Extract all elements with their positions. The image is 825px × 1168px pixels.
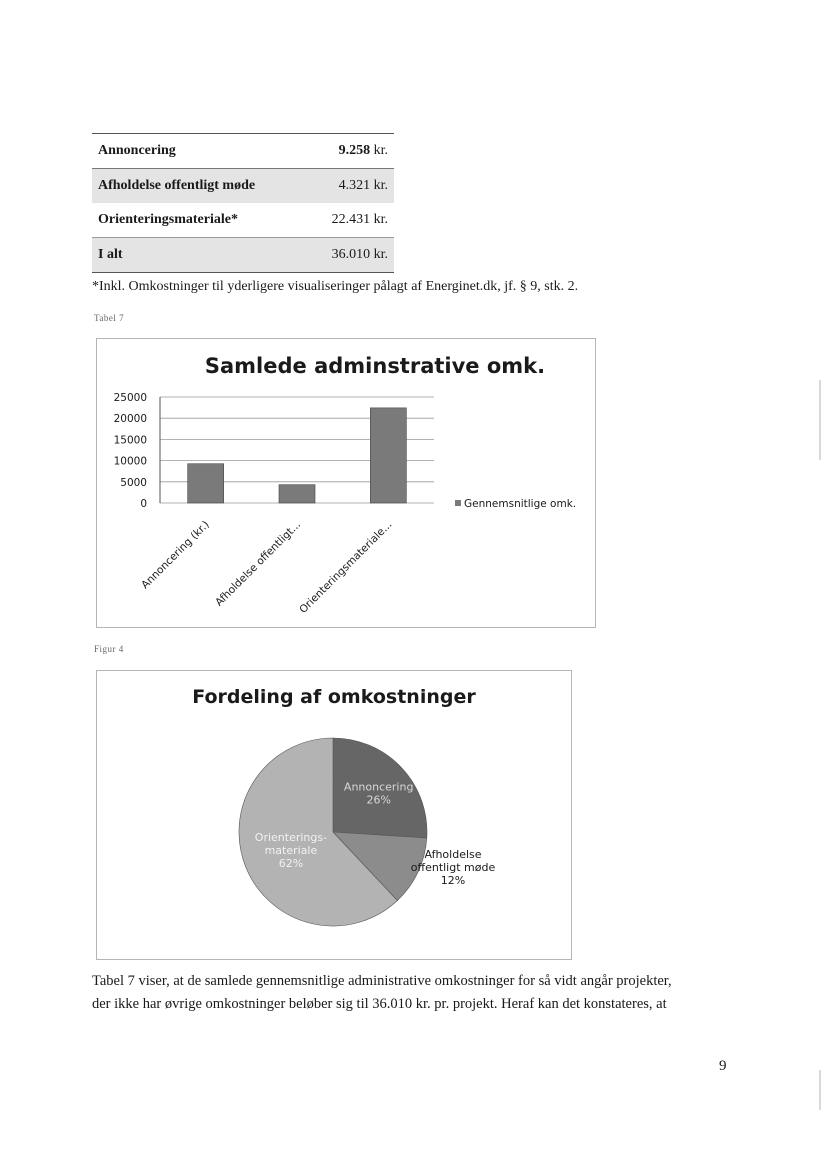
row-label: I alt [92, 238, 307, 273]
table-row [92, 169, 394, 204]
body-line: der ikke har øvrige omkostninger beløber sig til 36.010 kr. pr. projekt. Heraf kan det konstateres, at [92, 996, 667, 1012]
scan-edge-mark [819, 380, 821, 460]
row-label: Afholdelse offentligt møde [92, 169, 307, 204]
x-tick-label: Annoncering (kr.) [139, 518, 212, 592]
row-unit: kr. [373, 247, 388, 262]
row-amount: 9.258 [338, 143, 371, 158]
row-unit: kr. [373, 178, 388, 193]
slice-label: Afholdelse offentligt møde 12% [410, 848, 496, 887]
y-tick-label: 20000 [113, 413, 147, 426]
body-paragraph [92, 970, 732, 1016]
cost-table [92, 133, 394, 273]
chart-title: Samlede adminstrative omk. [204, 354, 546, 378]
figure-caption: Figur 4 [94, 644, 124, 654]
pie-chart-svg [97, 671, 571, 959]
page-number: 9 [719, 1058, 727, 1074]
y-tick-label: 5000 [120, 476, 147, 489]
row-amount: 36.010 [331, 247, 371, 262]
y-tick-label: 25000 [113, 392, 147, 404]
scan-edge-mark [819, 1070, 821, 1110]
bar [188, 464, 224, 503]
y-tick-label: 15000 [113, 434, 147, 447]
row-unit: kr. [373, 212, 388, 227]
table-footnote: *Inkl. Omkostninger til yderligere visualiseringer pålagt af Energinet.dk, jf. § 9, stk. 2. [92, 279, 579, 294]
row-unit: kr. [373, 143, 388, 158]
row-amount: 4.321 [338, 178, 371, 193]
bar-chart [96, 338, 596, 628]
x-tick-label: Orienteringsmateriale... [297, 518, 395, 616]
bar-chart-svg [97, 339, 595, 627]
table-caption: Tabel 7 [94, 313, 125, 323]
legend-swatch [455, 500, 461, 506]
body-line: Tabel 7 viser, at de samlede gennemsnitlige administrative omkostninger for så vidt angår projekter, [92, 973, 672, 989]
row-amount: 22.431 [331, 212, 371, 227]
slice-label: Annoncering 26% [343, 780, 414, 807]
slice-label: Orienterings-materiale 62% [254, 831, 328, 871]
pie-chart [96, 670, 572, 960]
table-row [92, 203, 394, 238]
chart-title: Fordeling af omkostninger [192, 686, 476, 708]
y-tick-label: 0 [140, 498, 147, 510]
table-row [92, 134, 394, 169]
legend-label: Gennemsnitlige omk. [464, 498, 577, 510]
row-label: Annoncering [92, 134, 307, 169]
bar [370, 408, 406, 503]
y-tick-label: 10000 [113, 455, 147, 468]
table-row [92, 238, 394, 273]
row-label: Orienteringsmateriale* [98, 212, 238, 227]
bar [279, 485, 315, 503]
x-tick-label: Afholdelse offentligt... [213, 518, 304, 609]
